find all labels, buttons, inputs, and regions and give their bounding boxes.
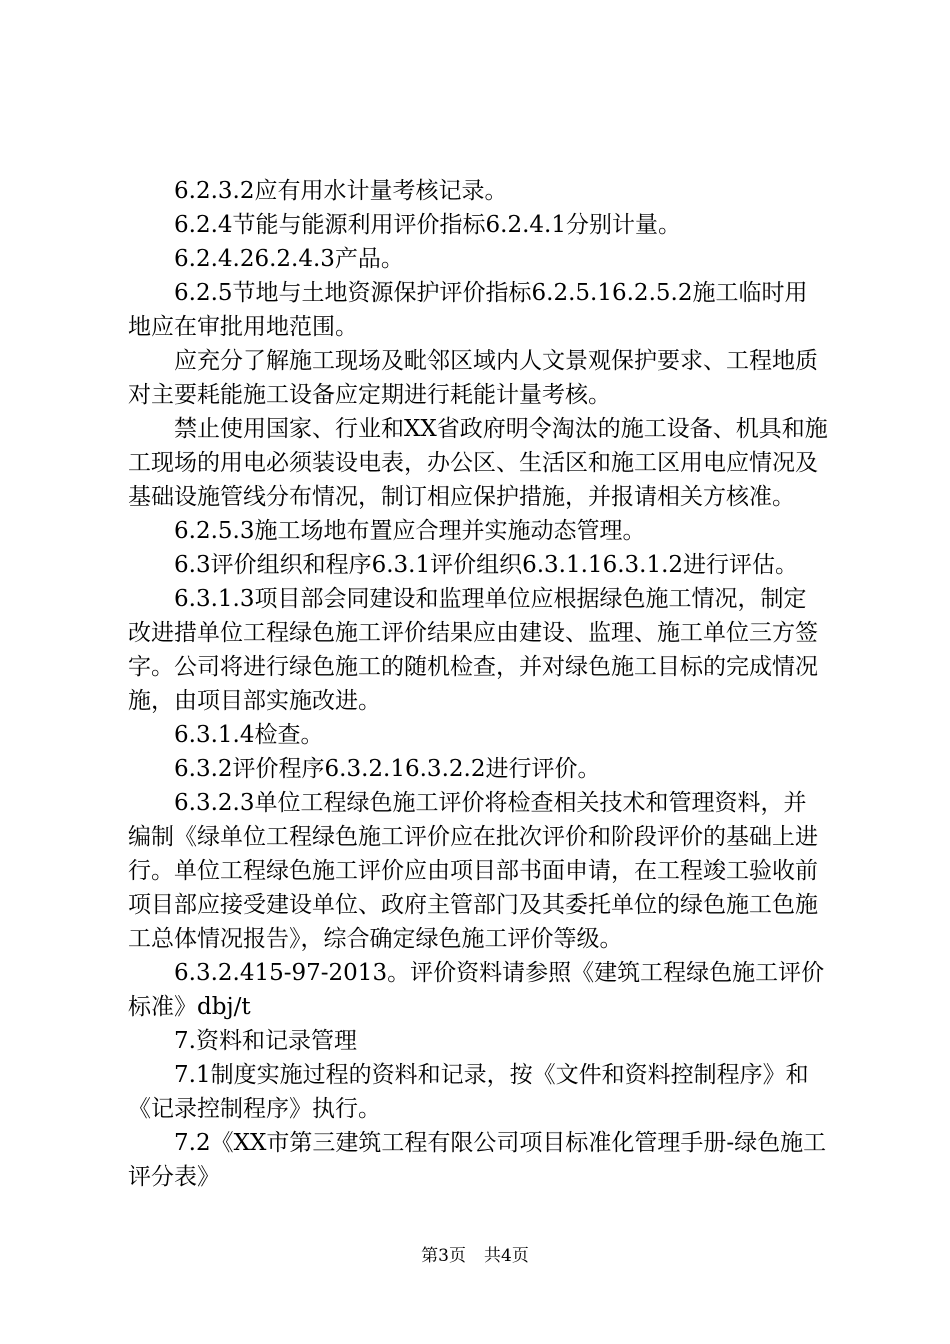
paragraph: 6.3.1.4检查。 <box>174 722 324 748</box>
paragraph: 7.2《XX市第三建筑工程有限公司项目标准化管理手册-绿色施工评分表》 <box>128 1130 827 1190</box>
paragraph: 6.2.5.3施工场地布置应合理并实施动态管理。 <box>174 518 646 544</box>
page-total: 共4页 <box>484 1246 529 1266</box>
paragraph: 6.2.4.26.2.4.3产品。 <box>174 246 404 272</box>
section-heading: 7.资料和记录管理 <box>174 1028 357 1054</box>
paragraph: 6.3评价组织和程序6.3.1评价组织6.3.1.16.3.1.2进行评估。 <box>174 552 799 578</box>
paragraph: 6.3.2评价程序6.3.2.16.3.2.2进行评价。 <box>174 756 601 782</box>
paragraph: 6.2.5节地与土地资源保护评价指标6.2.5.16.2.5.2施工临时用地应在审批用地范围。 <box>128 280 808 340</box>
page-number: 第3页 <box>421 1246 466 1266</box>
document-body <box>128 174 828 1194</box>
paragraph: 6.3.1.3项目部会同建设和监理单位应根据绿色施工情况，制定改进措单位工程绿色施工评价结果应由建设、监理、施工单位三方签字。公司将进行绿色施工的随机检查，并对绿色施工目标的完成情况施，由项目部实施改进。 <box>128 586 818 714</box>
paragraph: 6.2.3.2应有用水计量考核记录。 <box>174 178 508 204</box>
paragraph: 应充分了解施工现场及毗邻区域内人文景观保护要求、工程地质对主要耗能施工设备应定期进行耗能计量考核。 <box>128 348 818 408</box>
paragraph: 6.2.4节能与能源利用评价指标6.2.4.1分别计量。 <box>174 212 681 238</box>
paragraph: 6.3.2.415-97-2013。评价资料请参照《建筑工程绿色施工评价标准》dbj/t <box>128 960 825 1020</box>
page-footer <box>0 1245 950 1267</box>
paragraph: 6.3.2.3单位工程绿色施工评价将检查相关技术和管理资料，并编制《绿单位工程绿色施工评价应在批次评价和阶段评价的基础上进行。单位工程绿色施工评价应由项目部书面申请，在工程竣工验收前项目部应接受建设单位、政府主管部门及其委托单位的绿色施工色施工总体情况报告》，综合确定绿色施工评价等级。 <box>128 790 818 952</box>
paragraph: 7.1制度实施过程的资料和记录，按《文件和资料控制程序》和《记录控制程序》执行。 <box>128 1062 809 1122</box>
paragraph: 禁止使用国家、行业和XX省政府明令淘汰的施工设备、机具和施工现场的用电必须装设电表，办公区、生活区和施工区用电应情况及基础设施管线分布情况，制订相应保护措施，并报请相关方核准。 <box>128 416 828 510</box>
